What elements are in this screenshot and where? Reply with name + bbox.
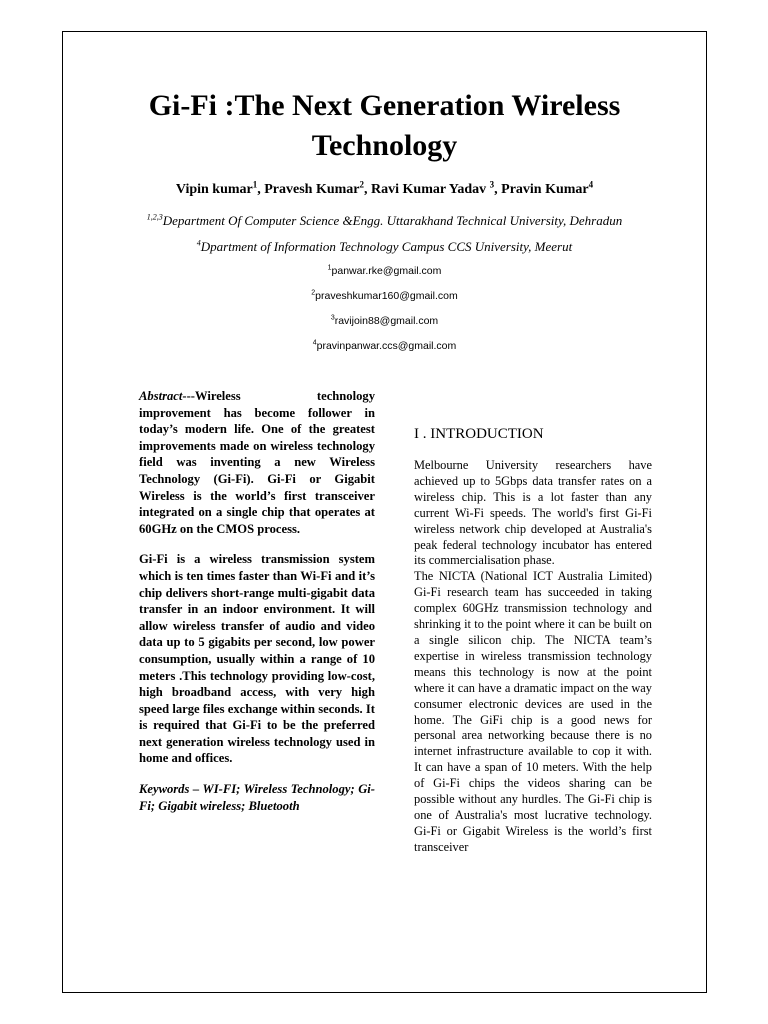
email-4 bbox=[62, 339, 707, 353]
abstract-paragraph-2: Gi-Fi is a wireless transmission system which is ten times faster than Wi-Fi and it’s chip delivers short-range multi-gigabit data transfer in an indoor environment. It will allow wireless transfer of audio and video data up to 5 gigabits per second, low power consumption, usually within a range of 10 meters .This technology providing low-cost, high broadband access, with very high speed large files exchange within seconds. It is required that Gi-Fi to be the preferred next generation wireless technology used in home and offices. bbox=[139, 552, 375, 766]
abstract-paragraph bbox=[139, 388, 375, 537]
author-name: Vipin kumar bbox=[175, 182, 253, 197]
author-name: Pravesh Kumar bbox=[264, 182, 360, 197]
intro-paragraph-1: Melbourne University researchers have achieved up to 5Gbps data transfer rates on a wireless chip. This is a lot faster than any current Wi-Fi speeds. The world's first Gi-Fi wireless network chip developed at Australia's peak federal technology incubator has entered its commercialisation phase. bbox=[414, 458, 652, 568]
abstract-label: Abstract bbox=[139, 389, 183, 403]
email-2 bbox=[62, 289, 707, 303]
email-1 bbox=[62, 264, 707, 278]
title-line-2: Technology bbox=[311, 129, 458, 162]
author-list: Vipin kumar$^1$, Pravesh Kumar$^2$, Ravi Kumar Yadav $^3$, Pravin Kumar$^4$ bbox=[175, 179, 594, 197]
affiliation-sup: 4 bbox=[196, 238, 201, 248]
section-heading-introduction: I . INTRODUCTION bbox=[414, 426, 544, 442]
author-sup: 4 bbox=[588, 179, 594, 190]
email-sup: 4 bbox=[312, 339, 317, 347]
keywords-text: – WI-FI; Wireless Technology; Gi-Fi; Gigabit wireless; Bluetooth bbox=[139, 782, 375, 813]
keywords-paragraph bbox=[139, 781, 375, 814]
right-column bbox=[414, 458, 652, 856]
intro-paragraph-2: The NICTA (National ICT Australia Limited) Gi-Fi research team has succeeded in taking complex 60GHz transmission technology and shrinking it to the point where it can be built on a single silicon chip. The NICTA team’s expertise in wireless transmission technology means this technology is now at the point where it can have a dramatic impact on the way consumer electronic devices are used in the home. The GiFi chip is a good news for personal area networking because there is no internet infrastructure available to cop it with. It can have a span of 10 meters. With the help of Gi-Fi chips the videos sharing can be possible without any hurdles. The Gi-Fi chip is one of Australia's most lucrative technology. Gi-Fi or Gigabit Wireless is the world’s first transceiver bbox=[414, 569, 652, 854]
affiliation-1 bbox=[62, 212, 707, 230]
affiliation-text: Dpartment of Information Technology Campus CCS University, Meerut bbox=[200, 239, 573, 254]
email-sup: 3 bbox=[330, 314, 335, 322]
author-name: Pravin Kumar bbox=[501, 182, 589, 197]
affiliation-sup: 1,2,3 bbox=[146, 212, 163, 222]
affiliation-text: Department Of Computer Science &Engg. Uttarakhand Technical University, Dehradun bbox=[162, 213, 623, 228]
author-sup: 2 bbox=[359, 179, 365, 190]
left-column bbox=[139, 388, 375, 828]
paper-title bbox=[62, 86, 707, 166]
keywords-label: Keywords bbox=[139, 782, 190, 797]
affiliation-2 bbox=[62, 238, 707, 256]
email-text: pravinpanwar.ccs@gmail.com bbox=[316, 340, 457, 352]
title-line-1: Gi-Fi :The Next Generation Wireless bbox=[148, 89, 621, 122]
abstract-text: Wireless technology improvement has become follower in today’s modern life. One of the greatest improvements made on wireless technology field was inventing a new Wireless Technology (Gi-Fi). Gi-Fi or Gigabit Wireless is the world’s first transceiver integrated on a single chip that operates at 60GHz on the CMOS process. bbox=[139, 389, 375, 536]
email-sup: 2 bbox=[311, 289, 316, 297]
email-sup: 1 bbox=[327, 264, 332, 272]
email-text: ravijoin88@gmail.com bbox=[334, 315, 439, 327]
author-sup: 1 bbox=[252, 179, 258, 190]
author-sup: 3 bbox=[489, 179, 495, 190]
email-text: praveshkumar160@gmail.com bbox=[315, 290, 458, 302]
email-text: panwar.rke@gmail.com bbox=[331, 265, 442, 277]
abstract-separator: --- bbox=[182, 389, 195, 403]
author-name: Ravi Kumar Yadav bbox=[371, 182, 490, 197]
email-3 bbox=[62, 314, 707, 328]
